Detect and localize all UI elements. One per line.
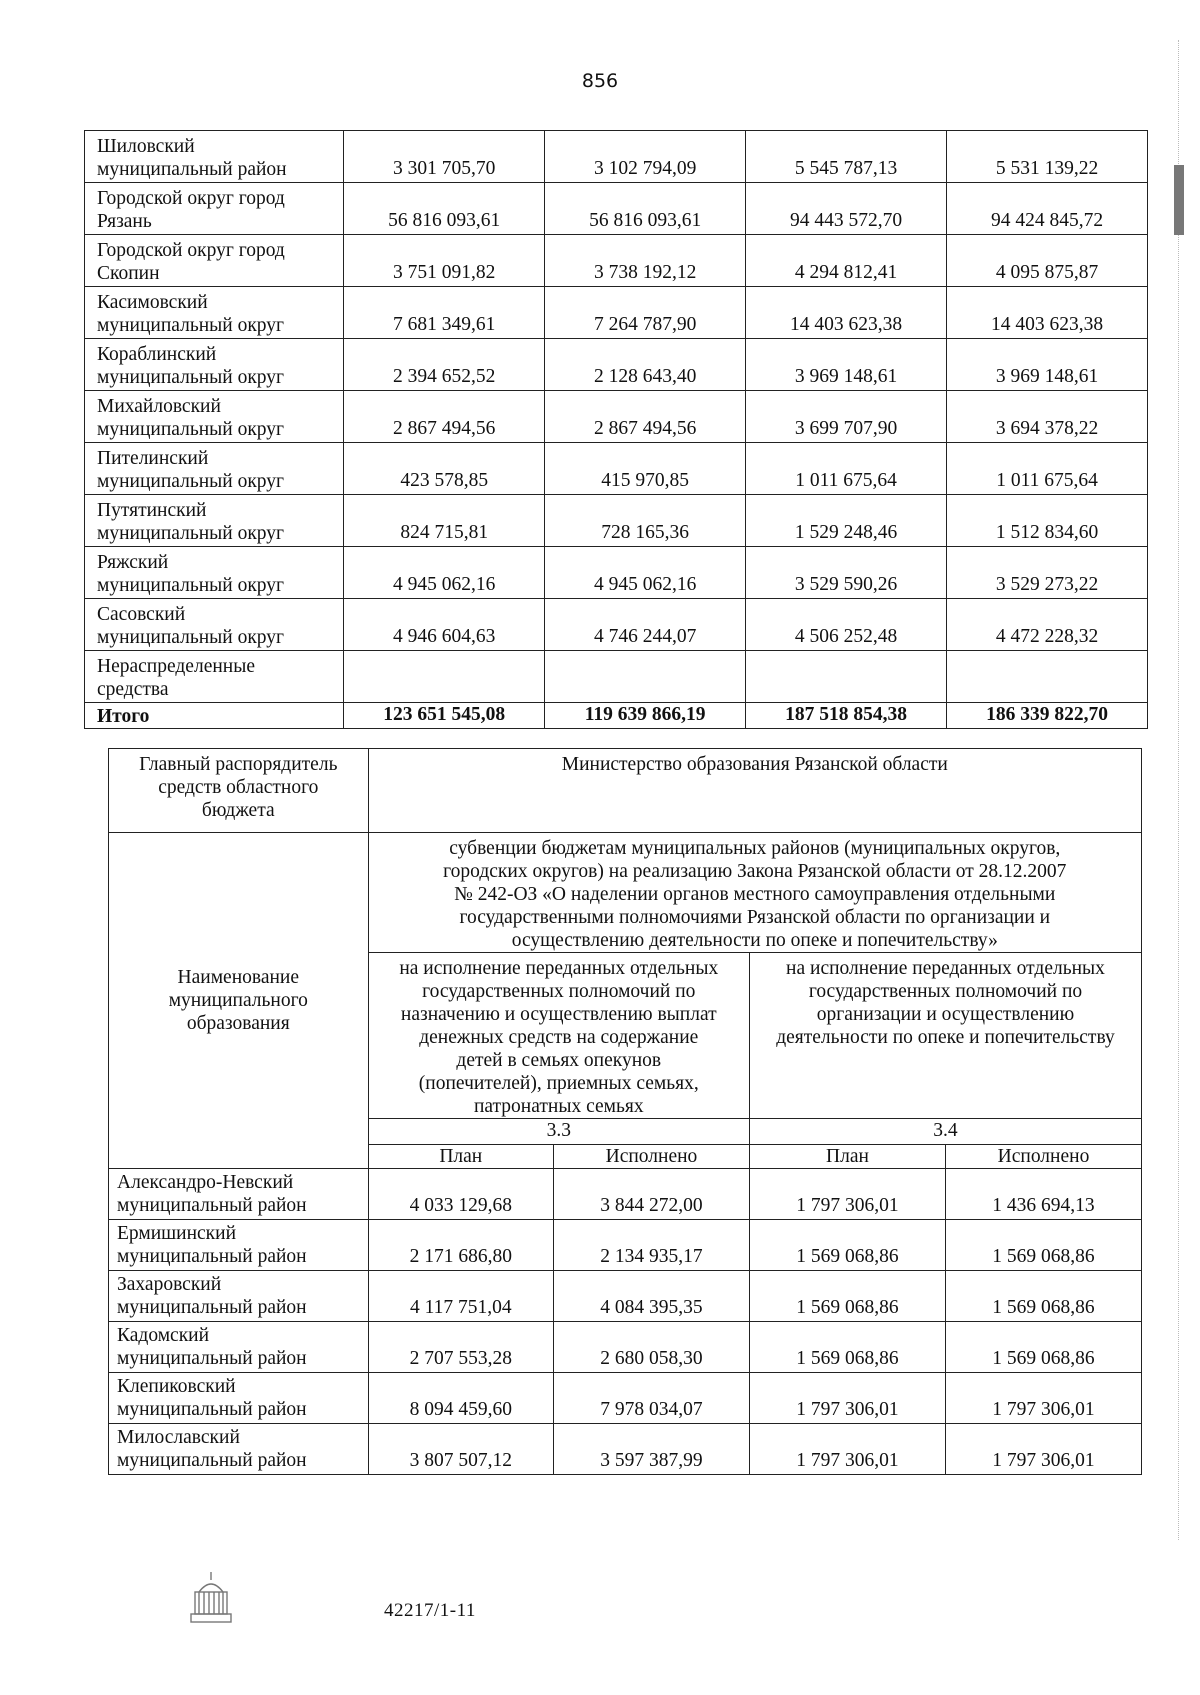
value-cell: 1 529 248,46 <box>746 495 947 547</box>
value-cell: 1 797 306,01 <box>749 1424 945 1475</box>
municipality-name-line: муниципальный округ <box>97 574 285 596</box>
col33-line: (попечителей), приемных семьях, <box>418 1073 699 1094</box>
ministry-cell <box>368 749 1141 833</box>
value-cell: 1 797 306,01 <box>945 1424 1141 1475</box>
municipality-name-line: Скопин <box>97 262 160 284</box>
value-cell: 2 680 058,30 <box>553 1322 749 1373</box>
municipality-name-line: Сасовский <box>97 603 186 625</box>
municipality-name-line: средства <box>97 678 169 700</box>
scan-edge-line <box>1178 40 1182 1540</box>
value-cell: 1 569 068,86 <box>945 1271 1141 1322</box>
value-cell: 1 569 068,86 <box>749 1220 945 1271</box>
municipality-name-line: Пителинский <box>97 447 209 469</box>
subvention-line: субвенции бюджетам муниципальных районов (муниципальных округов, <box>449 838 1061 859</box>
total-value: 123 651 545,08 <box>344 703 545 729</box>
value-cell: 3 699 707,90 <box>746 391 947 443</box>
value-cell: 4 095 875,87 <box>947 235 1148 287</box>
value-cell: 1 512 834,60 <box>947 495 1148 547</box>
value-cell: 3 807 507,12 <box>368 1424 553 1475</box>
value-cell: 2 134 935,17 <box>553 1220 749 1271</box>
footer-code: 42217/1-11 <box>384 1600 476 1621</box>
value-cell: 4 945 062,16 <box>344 547 545 599</box>
municipality-name <box>109 1373 369 1424</box>
building-logo-icon <box>185 1568 237 1628</box>
col33-line: на исполнение переданных отдельных <box>399 958 719 979</box>
value-cell: 423 578,85 <box>344 443 545 495</box>
value-cell: 2 867 494,56 <box>545 391 746 443</box>
municipality-name-line: Путятинский <box>97 499 207 521</box>
municipality-name-line: Шиловский <box>97 135 195 157</box>
value-cell: 3 301 705,70 <box>344 131 545 183</box>
table-row <box>109 1169 1142 1220</box>
value-cell: 3 969 148,61 <box>947 339 1148 391</box>
value-cell: 1 797 306,01 <box>749 1169 945 1220</box>
total-value: 119 639 866,19 <box>545 703 746 729</box>
table-row <box>85 547 1148 599</box>
value-cell: 3 738 192,12 <box>545 235 746 287</box>
municipality-name <box>85 235 344 287</box>
value-cell: 728 165,36 <box>545 495 746 547</box>
value-cell: 2 128 643,40 <box>545 339 746 391</box>
municipality-name <box>109 1424 369 1475</box>
value-cell: 2 171 686,80 <box>368 1220 553 1271</box>
municipality-name-line: муниципальный район <box>117 1195 307 1216</box>
value-cell: 94 424 845,72 <box>947 183 1148 235</box>
table-row <box>109 1373 1142 1424</box>
name-header-line: Наименование <box>177 967 300 988</box>
municipality-name-line: Захаровский <box>117 1274 222 1295</box>
municipality-name <box>85 287 344 339</box>
value-cell: 4 945 062,16 <box>545 547 746 599</box>
value-cell: 1 569 068,86 <box>945 1220 1141 1271</box>
municipality-name-line: Кораблинский <box>97 343 217 365</box>
value-cell: 4 084 395,35 <box>553 1271 749 1322</box>
plan-header: План <box>749 1145 945 1169</box>
value-cell: 14 403 623,38 <box>746 287 947 339</box>
table-row <box>85 443 1148 495</box>
col34-line: государственных полномочий по <box>808 981 1083 1002</box>
header-col-3-4 <box>749 953 1141 1119</box>
done-header: Исполнено <box>945 1145 1141 1169</box>
total-value: 186 339 822,70 <box>947 703 1148 729</box>
col33-line: денежных средств на содержание <box>419 1027 699 1048</box>
value-cell: 1 569 068,86 <box>945 1322 1141 1373</box>
value-cell: 2 867 494,56 <box>344 391 545 443</box>
table-row <box>85 391 1148 443</box>
name-header-line: образования <box>186 1013 290 1034</box>
header-left-line: Главный распорядитель <box>139 754 338 775</box>
total-value: 187 518 854,38 <box>746 703 947 729</box>
municipality-name <box>109 1322 369 1373</box>
budget-table-bottom <box>108 748 1142 1475</box>
value-cell: 5 531 139,22 <box>947 131 1148 183</box>
municipality-name-line: муниципальный округ <box>97 626 285 648</box>
table-row <box>85 131 1148 183</box>
value-cell: 7 681 349,61 <box>344 287 545 339</box>
municipality-name-line: муниципальный район <box>97 158 287 180</box>
total-label: Итого <box>85 703 344 729</box>
table-row <box>85 495 1148 547</box>
municipality-name-line: муниципальный округ <box>97 522 285 544</box>
header-main-distributor <box>109 749 369 833</box>
value-cell: 3 844 272,00 <box>553 1169 749 1220</box>
subvention-line: городских округов) на реализацию Закона Рязанской области от 28.12.2007 <box>443 861 1067 882</box>
table-row <box>85 287 1148 339</box>
municipality-name-line: муниципальный район <box>117 1450 307 1471</box>
value-cell: 1 569 068,86 <box>749 1271 945 1322</box>
municipality-name-line: Рязань <box>97 210 152 232</box>
value-cell <box>344 651 545 703</box>
table-row <box>85 339 1148 391</box>
col34-line: деятельности по опеке и попечительству <box>776 1027 1115 1048</box>
value-cell: 1 569 068,86 <box>749 1322 945 1373</box>
municipality-name <box>85 339 344 391</box>
subvention-description <box>368 833 1141 953</box>
plan-header: План <box>368 1145 553 1169</box>
value-cell: 3 694 378,22 <box>947 391 1148 443</box>
municipality-name <box>85 599 344 651</box>
col33-line: детей в семьях опекунов <box>456 1050 662 1071</box>
municipality-name-line: Клепиковский <box>117 1376 236 1397</box>
page-number: 856 <box>581 70 619 92</box>
value-cell: 4 506 252,48 <box>746 599 947 651</box>
value-cell: 56 816 093,61 <box>545 183 746 235</box>
value-cell: 8 094 459,60 <box>368 1373 553 1424</box>
municipality-name <box>109 1271 369 1322</box>
value-cell: 1 797 306,01 <box>945 1373 1141 1424</box>
municipality-name <box>85 391 344 443</box>
col34-line: организации и осуществлению <box>816 1004 1075 1025</box>
header-left-line: бюджета <box>201 800 275 821</box>
name-header-line: муниципального <box>168 990 308 1011</box>
subvention-line: осуществлению деятельности по опеке и попечительству» <box>511 930 998 951</box>
municipality-name-line: Кадомский <box>117 1325 210 1346</box>
col33-line: государственных полномочий по <box>422 981 696 1002</box>
header-col-3-3 <box>368 953 749 1119</box>
value-cell <box>947 651 1148 703</box>
value-cell: 4 294 812,41 <box>746 235 947 287</box>
municipality-name-line: Александро-Невский <box>117 1172 294 1193</box>
value-cell: 3 597 387,99 <box>553 1424 749 1475</box>
value-cell: 1 797 306,01 <box>749 1373 945 1424</box>
ministry-name: Министерство образования Рязанской области <box>561 754 948 775</box>
table-row <box>85 235 1148 287</box>
municipality-name-line: муниципальный район <box>117 1246 307 1267</box>
municipality-name <box>85 131 344 183</box>
col33-line: назначению и осуществлению выплат <box>400 1004 717 1025</box>
value-cell: 4 746 244,07 <box>545 599 746 651</box>
value-cell: 3 969 148,61 <box>746 339 947 391</box>
value-cell: 2 707 553,28 <box>368 1322 553 1373</box>
value-cell: 4 946 604,63 <box>344 599 545 651</box>
value-cell: 4 033 129,68 <box>368 1169 553 1220</box>
municipality-name-line: Ермишинский <box>117 1223 237 1244</box>
municipality-name-line: Нераспределенные <box>97 655 255 677</box>
value-cell: 2 394 652,52 <box>344 339 545 391</box>
header-left-line: средств областного <box>158 777 319 798</box>
municipality-name <box>85 183 344 235</box>
value-cell: 4 472 228,32 <box>947 599 1148 651</box>
value-cell: 94 443 572,70 <box>746 183 947 235</box>
scan-mark <box>1174 165 1184 235</box>
code-3-3: 3.3 <box>368 1119 749 1145</box>
value-cell: 824 715,81 <box>344 495 545 547</box>
municipality-name-line: Касимовский <box>97 291 208 313</box>
municipality-name-line: Ряжский <box>97 551 169 573</box>
municipality-name-line: муниципальный район <box>117 1399 307 1420</box>
done-header: Исполнено <box>553 1145 749 1169</box>
municipality-name-line: муниципальный округ <box>97 418 285 440</box>
municipality-name <box>85 547 344 599</box>
municipality-name-line: Городской округ город <box>97 187 285 209</box>
subvention-line: № 242-ОЗ «О наделении органов местного самоуправления отдельными <box>454 884 1056 905</box>
municipality-name <box>85 495 344 547</box>
value-cell: 5 545 787,13 <box>746 131 947 183</box>
value-cell: 1 011 675,64 <box>947 443 1148 495</box>
municipality-name-line: Городской округ город <box>97 239 285 261</box>
value-cell: 4 117 751,04 <box>368 1271 553 1322</box>
table-row <box>85 651 1148 703</box>
municipality-name-line: Милославский <box>117 1427 240 1448</box>
value-cell <box>746 651 947 703</box>
header-municipality-name <box>109 833 369 1169</box>
value-cell: 14 403 623,38 <box>947 287 1148 339</box>
municipality-name-line: муниципальный район <box>117 1297 307 1318</box>
budget-table-top <box>84 130 1148 729</box>
value-cell: 56 816 093,61 <box>344 183 545 235</box>
value-cell: 7 264 787,90 <box>545 287 746 339</box>
table-row <box>85 183 1148 235</box>
municipality-name-line: муниципальный округ <box>97 366 285 388</box>
municipality-name <box>109 1220 369 1271</box>
col34-line: на исполнение переданных отдельных <box>786 958 1105 979</box>
table-row <box>109 1322 1142 1373</box>
table-row <box>85 599 1148 651</box>
col33-line: патронатных семьях <box>473 1096 644 1117</box>
subvention-line: государственными полномочиями Рязанской области по организации и <box>459 907 1051 928</box>
municipality-name-line: Михайловский <box>97 395 221 417</box>
code-3-4: 3.4 <box>749 1119 1141 1145</box>
value-cell: 3 529 273,22 <box>947 547 1148 599</box>
municipality-name-line: муниципальный округ <box>97 470 285 492</box>
value-cell: 3 751 091,82 <box>344 235 545 287</box>
value-cell: 3 529 590,26 <box>746 547 947 599</box>
table-row <box>109 1424 1142 1475</box>
value-cell: 7 978 034,07 <box>553 1373 749 1424</box>
total-row <box>85 703 1148 729</box>
value-cell: 1 011 675,64 <box>746 443 947 495</box>
value-cell <box>545 651 746 703</box>
municipality-name <box>109 1169 369 1220</box>
municipality-name-line: муниципальный район <box>117 1348 307 1369</box>
value-cell: 1 436 694,13 <box>945 1169 1141 1220</box>
table-row <box>109 1220 1142 1271</box>
municipality-name-line: муниципальный округ <box>97 314 285 336</box>
table-row <box>109 1271 1142 1322</box>
value-cell: 3 102 794,09 <box>545 131 746 183</box>
municipality-name <box>85 651 344 703</box>
value-cell: 415 970,85 <box>545 443 746 495</box>
municipality-name <box>85 443 344 495</box>
